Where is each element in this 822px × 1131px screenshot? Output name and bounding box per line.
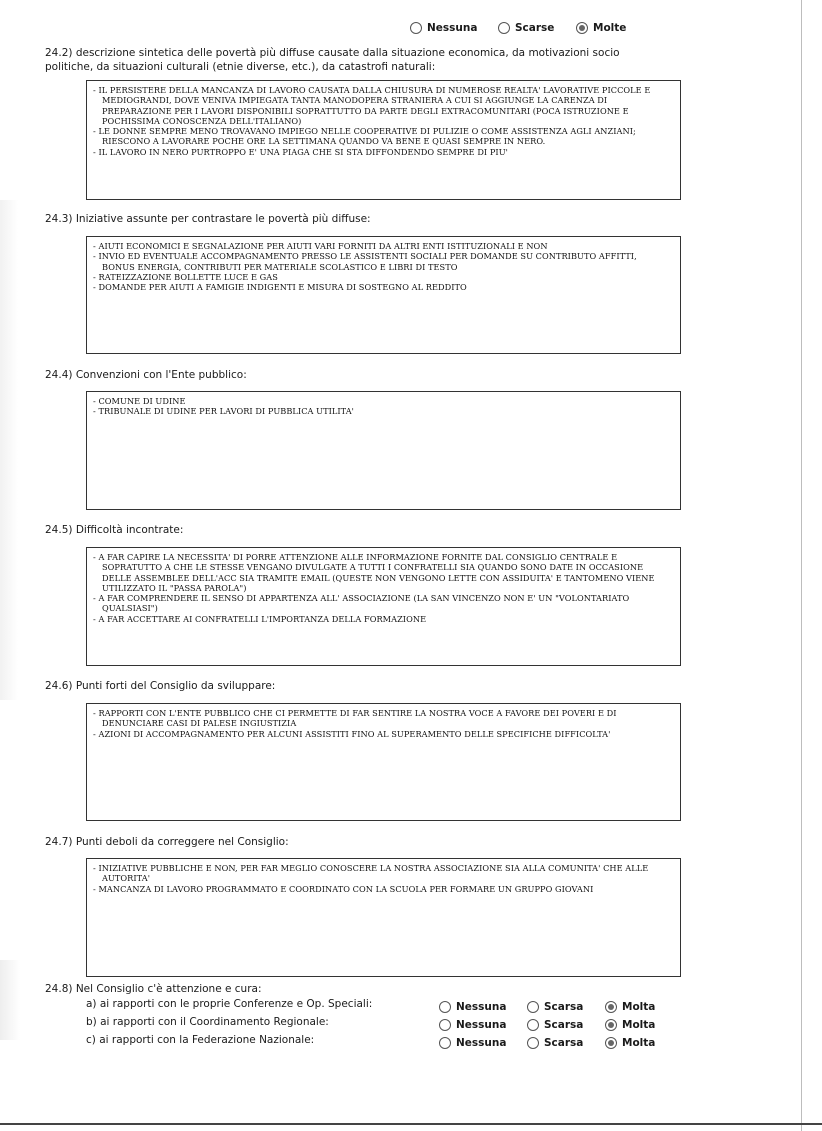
question-24-2: 24.2) descrizione sintetica delle povertà più diffuse causate dalla situazione economica, da motivazioni socio politiche, da situazioni culturali (etnie diverse, etc.), da catastrofi naturali: (45, 47, 620, 73)
question-24-4: 24.4) Convenzioni con l'Ente pubblico: (45, 369, 247, 381)
question-24-8: 24.8) Nel Consiglio c'è attenzione e cura: (45, 983, 262, 995)
question-24-8-b: b) ai rapporti con il Coordinamento Regionale: (86, 1016, 329, 1028)
answer-box-24-7[interactable] (86, 858, 681, 977)
rating-option-nessuna[interactable]: Nessuna (410, 22, 498, 34)
answer-box-24-2[interactable] (86, 80, 681, 200)
question-24-8-c: c) ai rapporti con la Federazione Nazionale: (86, 1034, 315, 1046)
rating-option-scarsa[interactable]: Scarsa (527, 1019, 605, 1031)
answer-box-24-6[interactable] (86, 703, 681, 821)
answer-item: - DOMANDE PER AIUTI A FAMIGIE INDIGENTI E MISURA DI SOSTEGNO AL REDDITO (93, 282, 672, 292)
rating-option-scarsa[interactable]: Scarsa (527, 1001, 605, 1013)
answer-item: - COMUNE DI UDINE (93, 396, 672, 406)
radio-icon[interactable] (439, 1019, 451, 1031)
scan-edge-line (801, 0, 802, 1131)
answer-item: - LE DONNE SEMPRE MENO TROVAVANO IMPIEGO NELLE COOPERATIVE DI PULIZIE O COME ASSISTENZA AGLI ANZIANI; RIESCONO A LAVORARE POCHE ORE LA SETTIMANA QUANDO VA BENE E QUASI SEMPRE IN NERO. (93, 126, 672, 147)
answer-item: - INVIO ED EVENTUALE ACCOMPAGNAMENTO PRESSO LE ASSISTENTI SOCIALI PER DOMANDE SU CONTRIBUTO AFFITTI, BONUS ENERGIA, CONTRIBUTI PER MATERIALE SCOLASTICO E LIBRI DI TESTO (93, 251, 672, 272)
radio-selected-icon[interactable] (576, 22, 588, 34)
question-24-7: 24.7) Punti deboli da correggere nel Consiglio: (45, 836, 289, 848)
rating-option-molta[interactable]: Molta (605, 1019, 655, 1031)
rating-option-nessuna[interactable]: Nessuna (439, 1001, 527, 1013)
radio-icon[interactable] (410, 22, 422, 34)
radio-icon[interactable] (527, 1037, 539, 1049)
answer-item: - AIUTI ECONOMICI E SEGNALAZIONE PER AIUTI VARI FORNITI DA ALTRI ENTI ISTITUZIONALI E NON (93, 241, 672, 251)
answer-item: - A FAR ACCETTARE AI CONFRATELLI L'IMPORTANZA DELLA FORMAZIONE (93, 614, 672, 624)
answer-box-24-5[interactable] (86, 547, 681, 666)
rating-group-24-8-b (439, 1019, 655, 1031)
answer-item: - IL PERSISTERE DELLA MANCANZA DI LAVORO CAUSATA DALLA CHIUSURA DI NUMEROSE REALTA' LAVORATIVE PICCOLE E MEDIOGRANDI, DOVE VENIVA IMPIEGATA TANTA MANODOPERA STRANIERA A CUI SI AGGIUNGE LA CARENZA DI PREPARAZIONE PER I LAVORI DISPONIBILI SOPRATTUTTO DA PARTE DEGLI EXTRACOMUNITARI (POCA ISTRUZIONE E POCHISSIMA CONOSCENZA DELL'ITALIANO) (93, 85, 672, 126)
answer-item: - RAPPORTI CON L'ENTE PUBBLICO CHE CI PERMETTE DI FAR SENTIRE LA NOSTRA VOCE A FAVORE DEI POVERI E DI DENUNCIARE CASI DI PALESE INGIUSTIZIA (93, 708, 672, 729)
answer-item: - TRIBUNALE DI UDINE PER LAVORI DI PUBBLICA UTILITA' (93, 406, 672, 416)
radio-icon[interactable] (439, 1037, 451, 1049)
question-24-8-a: a) ai rapporti con le proprie Conferenze e Op. Speciali: (86, 998, 373, 1010)
radio-icon[interactable] (498, 22, 510, 34)
radio-icon[interactable] (527, 1019, 539, 1031)
question-24-6: 24.6) Punti forti del Consiglio da sviluppare: (45, 680, 276, 692)
rating-group-24-8-a (439, 1001, 655, 1013)
answer-item: - IL LAVORO IN NERO PURTROPPO E' UNA PIAGA CHE SI STA DIFFONDENDO SEMPRE DI PIU' (93, 147, 672, 157)
radio-selected-icon[interactable] (605, 1001, 617, 1013)
question-24-5: 24.5) Difficoltà incontrate: (45, 524, 184, 536)
scan-bottom-line (0, 1123, 822, 1125)
answer-item: - AZIONI DI ACCOMPAGNAMENTO PER ALCUNI ASSISTITI FINO AL SUPERAMENTO DELLE SPECIFICHE DIFFICOLTA' (93, 729, 672, 739)
rating-option-molta[interactable]: Molta (605, 1001, 655, 1013)
rating-option-molta[interactable]: Molta (605, 1037, 655, 1049)
top-rating-group (410, 22, 626, 34)
scan-shadow (0, 200, 18, 700)
radio-selected-icon[interactable] (605, 1019, 617, 1031)
answer-box-24-3[interactable] (86, 236, 681, 354)
rating-option-nessuna[interactable]: Nessuna (439, 1037, 527, 1049)
answer-item: - RATEIZZAZIONE BOLLETTE LUCE E GAS (93, 272, 672, 282)
answer-item: - A FAR CAPIRE LA NECESSITA' DI PORRE ATTENZIONE ALLE INFORMAZIONE FORNITE DAL CONSIGLIO CENTRALE E SOPRATUTTO A CHE LE STESSE VENGANO DIVULGATE A TUTTI I CONFRATELLI SIA QUANDO SONO DATE IN OCCASIONE DELLE ASSEMBLEE DELL'ACC SIA TRAMITE EMAIL (QUESTE NON VENGONO LETTE CON ASSIDUITA' E TANTOMENO VIENE UTILIZZATO IL "PASSA PAROLA") (93, 552, 672, 593)
answer-item: - MANCANZA DI LAVORO PROGRAMMATO E COORDINATO CON LA SCUOLA PER FORMARE UN GRUPPO GIOVANI (93, 884, 672, 894)
radio-selected-icon[interactable] (605, 1037, 617, 1049)
answer-box-24-4[interactable] (86, 391, 681, 510)
rating-option-scarsa[interactable]: Scarsa (527, 1037, 605, 1049)
answer-item: - A FAR COMPRENDERE IL SENSO DI APPARTENZA ALL' ASSOCIAZIONE (LA SAN VINCENZO NON E' UN "VOLONTARIATO QUALSIASI") (93, 593, 672, 614)
answer-item: - INIZIATIVE PUBBLICHE E NON, PER FAR MEGLIO CONOSCERE LA NOSTRA ASSOCIAZIONE SIA ALLA COMUNITA' CHE ALLE AUTORITA' (93, 863, 672, 884)
rating-option-molte[interactable]: Molte (576, 22, 626, 34)
scan-shadow (0, 960, 20, 1040)
radio-icon[interactable] (527, 1001, 539, 1013)
rating-group-24-8-c (439, 1037, 655, 1049)
radio-icon[interactable] (439, 1001, 451, 1013)
rating-option-scarse[interactable]: Scarse (498, 22, 576, 34)
rating-option-nessuna[interactable]: Nessuna (439, 1019, 527, 1031)
question-24-3: 24.3) Iniziative assunte per contrastare le povertà più diffuse: (45, 213, 371, 225)
